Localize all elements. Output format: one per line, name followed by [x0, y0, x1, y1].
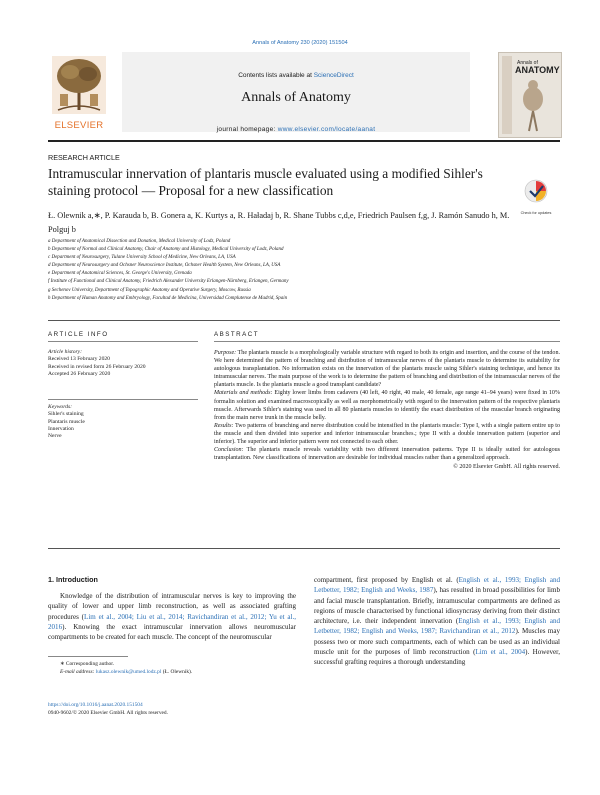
article-title: Intramuscular innervation of plantaris muscle evaluated using a modified Sihler's staining protocol — Proposal for a new classification [48, 166, 483, 198]
abstract-results [214, 422, 560, 446]
sciencedirect-link[interactable]: ScienceDirect [313, 72, 354, 79]
abstract-methods-text: Eighty lower limbs from cadavers (40 left, 40 right, 40 male, 40 female, age range 41–94 years) were fixed in 10% formalin solution and examined macroscopically as well as morphometrically with regard to the innervation pattern of the respective plantaris muscle. Afterwards Sihler's staining was used in all 80 plantaris muscles to identify the exact distribution of the muscular branch originating from the main nerve trunk in the muscle belly. [214, 390, 560, 421]
abstract-purpose [214, 349, 560, 389]
doi-link[interactable]: https://doi.org/10.1016/j.aanat.2020.151504 [48, 702, 143, 708]
affiliation: b Department of Normal and Clinical Anatomy, Chair of Anatomy and Histology, Medical University of Lodz, Poland [48, 247, 284, 253]
abstract-conclusion-text: The plantaris muscle reveals variability with two different innervation patterns. Type II is ideally suited for autologous transplantation. New classifications of innervation are desirable for individual muscles rather than a generalized approach. [214, 447, 560, 462]
check-for-updates-badge[interactable] [515, 178, 557, 218]
elsevier-logo[interactable] [48, 54, 110, 134]
body-text: Knowledge of the distribution of intramuscular nerves is key to improving the quality of lower and upper limb reconstruction, as well as associated grafting procedures ( [48, 592, 296, 621]
journal-cover[interactable] [498, 52, 562, 138]
intro-column-right [314, 575, 560, 667]
article-history [48, 349, 208, 378]
keyword: Plantaris muscle [48, 418, 85, 425]
introduction-heading: 1. Introduction [48, 575, 98, 584]
body-text: ). However, successful grafting requires a thorough understanding [314, 647, 560, 666]
affiliation: d Department of Neurosurgery and Ochsner Neuroscience Institute, Ochsner Health System, New Orleans, LA, USA [48, 263, 281, 269]
article-type: RESEARCH ARTICLE [48, 153, 120, 162]
abstract-results-label: Results: [214, 422, 234, 429]
affiliation: h Department of Human Anatomy and Embryology, Facultad de Medicina, Universidad Complutense de Madrid, Spain [48, 295, 288, 301]
history-item: Received in revised form 26 February 2020 [48, 363, 146, 370]
contents-prefix: Contents lists available at [238, 72, 314, 79]
section-rule [48, 320, 560, 321]
keyword: Nerve [48, 433, 62, 440]
footnotes [48, 660, 296, 677]
elsevier-wordmark: ELSEVIER [54, 120, 104, 131]
abstract-rule [214, 341, 560, 342]
doi-block [48, 701, 308, 718]
contents-line [122, 72, 470, 79]
article-info-heading: ARTICLE INFO [48, 331, 109, 338]
homepage-label: journal homepage: [216, 126, 278, 133]
check-for-updates-label: Check for updates [520, 211, 552, 215]
cover-illustration-icon [499, 53, 561, 137]
keyword: Innervation [48, 425, 74, 432]
cover-title-small: Annals of [517, 60, 538, 66]
footnote-rule [48, 656, 128, 657]
history-item: Accepted 26 February 2020 [48, 370, 111, 377]
email-label: E-mail address: [60, 669, 96, 676]
email-link[interactable]: lukasz.olewnik@umed.lodz.pl [95, 669, 162, 676]
citation-link[interactable]: Lim et al., 2004 [475, 647, 526, 656]
email-suffix: (Ł. Olewnik). [161, 669, 193, 676]
keyword: Sihler's staining [48, 411, 84, 418]
citation-link[interactable]: Lim et al., 2004; Liu et al., 2014; Ravichandiran et al., 2012; Yu et al., 2016 [48, 612, 296, 631]
header-rule [48, 140, 560, 142]
affiliations [48, 238, 548, 303]
section-rule [48, 548, 560, 549]
affiliation: e Department of Anatomical Sciences, St. George's University, Grenada [48, 271, 192, 277]
crossmark-icon [515, 178, 557, 206]
body-text: ). Knowing the exact intramuscular innervation allows neuromuscular compartments to be created for each muscle. The concept of the neuromuscular [48, 622, 296, 641]
copyright-notice: © 2020 Elsevier GmbH. All rights reserved. [453, 464, 560, 471]
citation-link[interactable]: English et al., 1993; English and Letbetter, 1982; English and Weeks, 1987; Ravichandiran et al., 2012 [314, 617, 560, 636]
corresponding-author-note: ∗ Corresponding author. [60, 661, 115, 667]
info-rule [48, 399, 198, 400]
homepage-line [122, 126, 470, 133]
email-note [48, 668, 296, 676]
issn-line: 0940-9602/© 2020 Elsevier GmbH. All rights reserved. [48, 710, 168, 717]
affiliation: g Sechenov University, Department of Topographic Anatomy and Operative Surgery, Moscow, Russia [48, 287, 251, 293]
homepage-link[interactable]: www.elsevier.com/locate/aanat [277, 126, 376, 133]
abstract-purpose-label: Purpose: [214, 350, 237, 356]
history-item: Received 13 February 2020 [48, 356, 110, 363]
author-list: Ł. Olewnik a,∗, P. Karauda b, B. Gonera a, K. Kurtys a, R. Haładaj b, R. Shane Tubbs c,d,e, Friedrich Paulsen f,g, J. Ramón Sanudo h, M. Polguj b [48, 211, 510, 234]
abstract-purpose-text: The plantaris muscle is a morphologically variable structure with regard to both its origin and insertion, and the course of the tendon. We here determined the pattern of branching and distribution of intramuscular nerves of the plantaris muscle to determine its suitability for autologous transplantation. No information exists on the innervation of the plantaris muscle using Sihler's staining technique, and hence its intramuscular nerves. The main purpose of the work is to determine the pattern of branching and distribution of the intramuscular nerves of the plantaris muscle. Is the plantaris muscle a good transplant candidate? [214, 350, 560, 389]
affiliation: c Department of Neurosurgery, Tulane University School of Medicine, New Orleans, LA, USA [48, 255, 236, 261]
info-rule [48, 341, 198, 342]
journal-title: Annals of Anatomy [241, 90, 351, 105]
journal-citation[interactable]: Annals of Anatomy 230 (2020) 151504 [252, 40, 348, 46]
intro-column-left [48, 591, 296, 642]
abstract-conclusion-label: Conclusion: [214, 447, 244, 454]
abstract-conclusion [214, 446, 560, 462]
body-text: compartment, first proposed by English et al. ( [314, 576, 459, 584]
abstract-results-text: Two patterns of branching and nerve distribution could be intensified in the plantaris muscle: Type I, with a single pattern entire up to the muscle and then divided into superior and inferior intramuscular branches.; type II with a double innervation pattern (superior and inferior). The superior and inferior pattern were not connected to each other. [214, 422, 560, 446]
affiliation: a Department of Anatomical Dissection and Donation, Medical University of Lodz, Poland [48, 239, 231, 244]
cover-title-big: ANATOMY [515, 65, 560, 75]
abstract-body [214, 349, 560, 471]
body-text: ). Muscles may possess two or more such compartments, each of which can be used as an individual muscle unit for the purposes of limb reconstruction ( [314, 627, 560, 656]
citation-link[interactable]: English et al., 1993; English and Letbetter, 1982; English and Weeks, 1987 [314, 576, 560, 595]
abstract-heading: ABSTRACT [214, 331, 260, 338]
affiliation: f Institute of Functional and Clinical Anatomy, Friedrich Alexander University Erlangen-Nürnberg, Erlangen, Germany [48, 279, 289, 285]
body-text: ), has resulted in broad possibilities for limb and facial muscle transplantation. Briefly, intramuscular compartments are defined as regions of muscle characterised by functional idiosyncrasy deriving from their distinct architecture, i.e. their independent innervation ( [314, 586, 560, 625]
keywords [48, 404, 208, 440]
keywords-heading: Keywords: [48, 404, 73, 410]
history-heading: Article history: [48, 349, 83, 355]
abstract-methods-label: Materials and methods: [214, 390, 273, 397]
abstract-methods [214, 389, 560, 421]
